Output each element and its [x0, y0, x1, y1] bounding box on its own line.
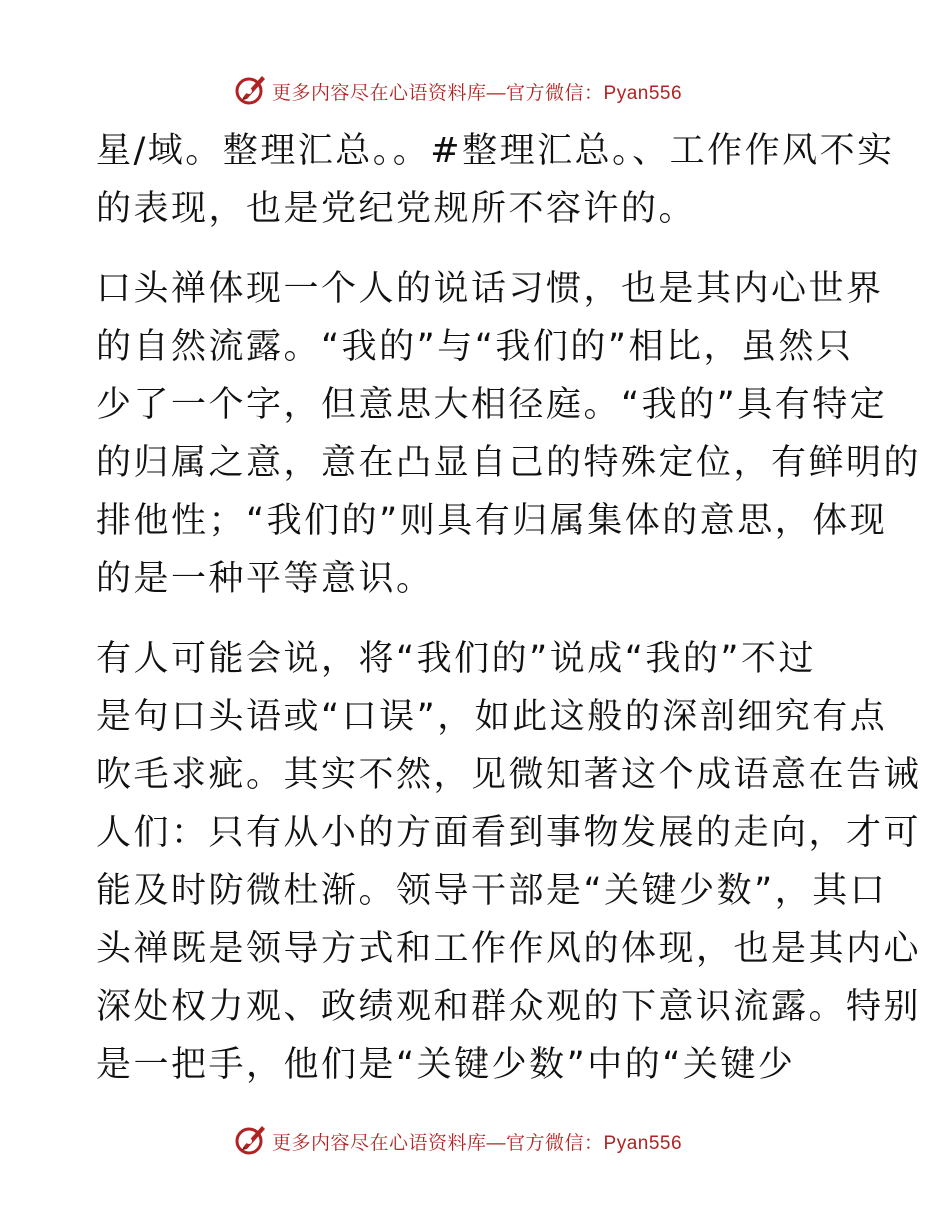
text-line: 的自然流露。“我的”与“我们的”相比，虽然只 [96, 327, 854, 367]
footer-banner-text [272, 1128, 682, 1155]
document-body [96, 122, 922, 1094]
header-banner-text [272, 78, 682, 105]
footer-wechat-text: —官方微信：Pyan556 [486, 1133, 683, 1154]
text-line: 少了一个字，但意思大相径庭。“我的”具有特定 [96, 385, 888, 425]
quill-pen-logo-icon [234, 72, 268, 106]
text-line: 深处权力观、政绩观和群众观的下意识流露。特别 [96, 987, 922, 1027]
paragraph [96, 630, 922, 1094]
text-line: 星/域。整理汇总。。#整理汇总。、工作作风不实 [96, 131, 895, 171]
header-site-text: 更多内容尽在心语资料库 [272, 82, 487, 104]
paragraph-gap [96, 608, 856, 630]
footer-site-text: 更多内容尽在心语资料库 [272, 1132, 487, 1154]
header-wechat-text: —官方微信：Pyan556 [486, 83, 683, 104]
paragraph-gap [96, 238, 856, 260]
text-line: 的是一种平等意识。 [96, 559, 434, 599]
text-line: 是句口头语或“口误”，如此这般的深剖细究有点 [96, 697, 888, 737]
text-line: 头禅既是领导方式和工作作风的体现，也是其内心 [96, 929, 922, 969]
text-line: 的表现，也是党纪党规所不容许的。 [96, 189, 697, 229]
header-banner [0, 70, 950, 110]
paragraph [96, 122, 895, 238]
quill-pen-logo-icon [234, 1122, 268, 1156]
text-line: 的归属之意，意在凸显自己的特殊定位，有鲜明的 [96, 443, 922, 483]
text-line: 是一把手，他们是“关键少数”中的“关键少 [96, 1045, 796, 1085]
text-line: 排他性；“我们的”则具有归属集体的意思，体现 [96, 501, 888, 541]
text-line: 吹毛求疵。其实不然，见微知著这个成语意在告诫 [96, 755, 922, 795]
text-line: 有人可能会说，将“我们的”说成“我的”不过 [96, 639, 817, 679]
text-line: 人们：只有从小的方面看到事物发展的走向，才可 [96, 813, 922, 853]
text-line: 能及时防微杜渐。领导干部是“关键少数”，其口 [96, 871, 888, 911]
text-line: 口头禅体现一个人的说话习惯，也是其内心世界 [96, 269, 884, 309]
paragraph [96, 260, 922, 608]
footer-banner [0, 1120, 950, 1160]
